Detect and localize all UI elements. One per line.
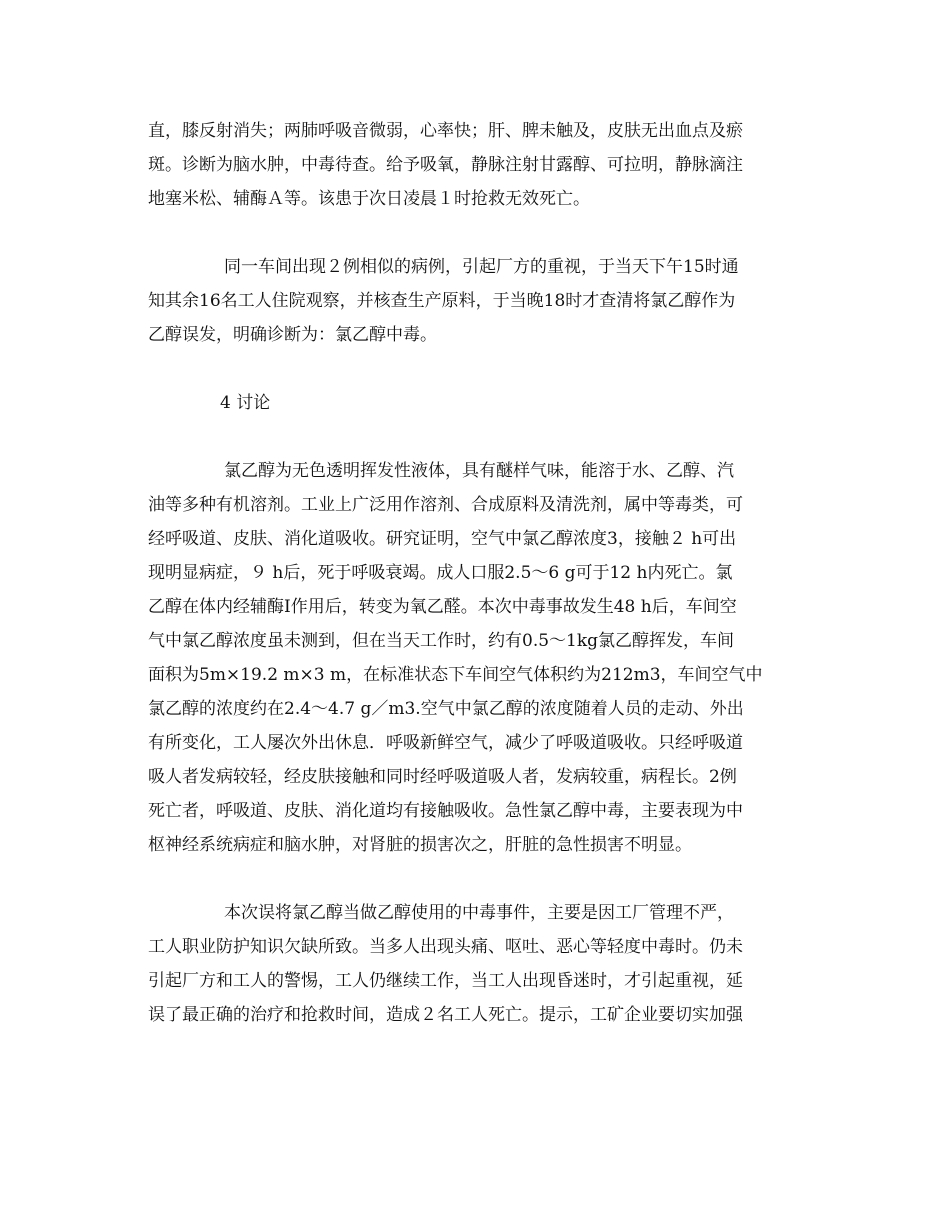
text-line: 有所变化，工人屡次外出休息．呼吸新鲜空气，减少了呼吸道吸收。只经呼吸道 — [148, 733, 743, 753]
text-line: 气中氯乙醇浓度虽未测到，但在当天工作时，约有0.5～1kg氯乙醇挥发，车间 — [148, 631, 735, 651]
paragraph-spacer — [148, 352, 808, 386]
text-line: 油等多种有机溶剂。工业上广泛用作溶剂、合成原料及清洗剂，属中等毒类，可 — [148, 495, 743, 515]
text-line: 氯乙醇为无色透明挥发性液体，具有醚样气味，能溶于水、乙醇、汽 — [224, 461, 734, 481]
text-line: 乙醇误发，明确诊断为：氯乙醇中毒。 — [148, 325, 437, 345]
section-heading-discussion — [148, 386, 808, 420]
text-line: 面积为5m×19.2 m×3 m，在标准状态下车间空气体积约为212m3，车间空气中 — [148, 665, 763, 685]
paragraph-spacer — [148, 420, 808, 454]
paragraph-clinical-course — [148, 114, 808, 216]
text-line: 知其余16名工人住院观察，并核查生产原料，于当晚18时才查清将氯乙醇作为 — [148, 291, 736, 311]
text-line: 误了最正确的治疗和抢救时间，造成２名工人死亡。提示，工矿企业要切实加强 — [148, 1005, 743, 1025]
text-line: 同一车间出现２例相似的病例，引起厂方的重视，于当天下午15时通 — [224, 257, 739, 277]
paragraph-diagnosis — [148, 250, 808, 352]
text-line: 现明显病症，９ h后，死于呼吸衰竭。成人口服2.5～6 g可于12 h内死亡。氯 — [148, 563, 733, 583]
section-heading: 4 讨论 — [220, 393, 271, 413]
text-line: 直，膝反射消失；两肺呼吸音微弱，心率快；肝、脾未触及，皮肤无出血点及瘀 — [148, 121, 743, 141]
text-line: 乙醇在体内经辅酶Ⅰ作用后，转变为氧乙醛。本次中毒事故发生48 h后，车间空 — [148, 597, 737, 617]
text-line: 本次误将氯乙醇当做乙醇使用的中毒事件，主要是因工厂管理不严， — [224, 903, 734, 923]
text-line: 吸人者发病较轻，经皮肤接触和同时经呼吸道吸人者，发病较重，病程长。2例 — [148, 767, 737, 787]
text-line: 氯乙醇的浓度约在2.4～4.7 g／m3.空气中氯乙醇的浓度随着人员的走动、外出 — [148, 699, 744, 719]
text-line: 枢神经系统病症和脑水肿，对肾脏的损害次之，肝脏的急性损害不明显。 — [148, 835, 692, 855]
text-line: 经呼吸道、皮肤、消化道吸收。研究证明，空气中氯乙醇浓度3，接触２ h可出 — [148, 529, 737, 549]
text-line: 引起厂方和工人的警惕，工人仍继续工作，当工人出现昏迷时，才引起重视，延 — [148, 971, 743, 991]
paragraph-spacer — [148, 862, 808, 896]
text-line: 斑。诊断为脑水肿，中毒待查。给予吸氧，静脉注射甘露醇、可拉明，静脉滴注 — [148, 155, 743, 175]
paragraph-conclusion — [148, 896, 808, 1032]
document-body — [148, 114, 808, 1032]
paragraph-discussion — [148, 454, 808, 862]
paragraph-spacer — [148, 216, 808, 250]
text-line: 工人职业防护知识欠缺所致。当多人出现头痛、呕吐、恶心等轻度中毒时。仍未 — [148, 937, 743, 957]
text-line: 死亡者，呼吸道、皮肤、消化道均有接触吸收。急性氯乙醇中毒，主要表现为中 — [148, 801, 743, 821]
text-line: 地塞米松、辅酶Ａ等。该患于次日凌晨１时抢救无效死亡。 — [148, 189, 590, 209]
